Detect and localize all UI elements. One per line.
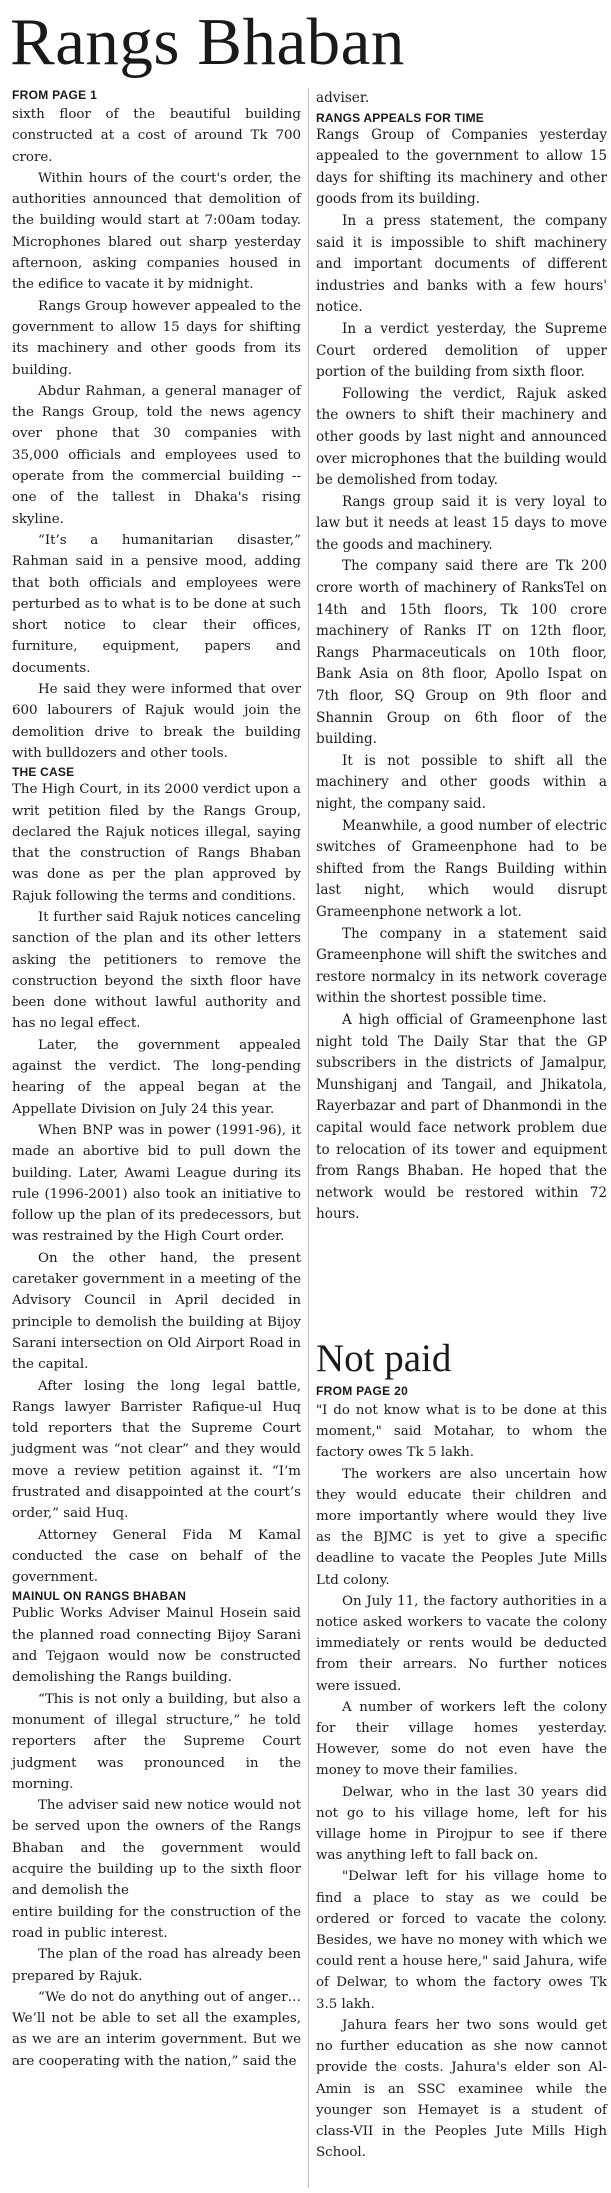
paragraph: The company in a statement said Grameenphone will shift the switches and restore normalcy in its network coverage within the shortest possible time.	[316, 925, 607, 1007]
paragraph: A high official of Grameenphone last night told The Daily Star that the GP subscribers in the districts of Jamalpur, Munshiganj and Tangail, and Jhikatola, Rayerbazar and part of Dhanmondi in the capital would face network problem due to relocation of its tower and equipment from Rangs Bhaban. He hoped that the network would be restored within 72 hours.	[316, 1011, 607, 1223]
headline: Rangs Bhaban	[10, 5, 405, 79]
paragraph: It further said Rajuk notices canceling sanction of the plan and its other letters asking the petitioners to remove the construction beyond the sixth floor have been done without lawful authority and has no legal effect.	[12, 909, 301, 1032]
paragraph: Abdur Rahman, a general manager of the Rangs Group, told the news agency over phone that 30 companies with 35,000 officials and employees used to operate from the commercial building --one of the tallest in Dhaka's rising skyline.	[12, 383, 301, 527]
paragraph: A number of workers left the colony for their village homes yesterday. However, some do not even have the money to move their families.	[316, 1699, 607, 1779]
paragraph: It is not possible to shift all the machinery and other goods within a night, the company said.	[316, 752, 607, 812]
paragraph: He said they were informed that over 600 labourers of Rajuk would join the demolition drive to break the building with bulldozers and other tools.	[12, 682, 301, 761]
paragraph: The adviser said new notice would not be served upon the owners of the Rangs Bhaban and the government would acquire the building up to the sixth floor and demolish the	[12, 1798, 301, 1899]
paragraph: "I do not know what is to be done at this moment," said Motahar, to whom the factory owes Tk 5 lakh.	[316, 1403, 607, 1461]
paragraph: Rangs Group however appealed to the government to allow 15 days for shifting its machinery and other goods from its building.	[12, 298, 301, 378]
not-paid-story	[316, 1336, 607, 2163]
paragraph: Within hours of the court's order, the authorities announced that demolition of the building would start at 7:00am today. Microphones blared out sharp yesterday afternoon, asking companies housed in the edifice to vacate it by midnight.	[12, 170, 301, 293]
paragraph: "Delwar left for his village home to find a place to stay as we could be ordered or forced to vacate the colony. Besides, we have no money with which we could rent a house here," said Jahura, wife of Delwar, to whom the factory owes Tk 3.5 lakh.	[316, 1869, 607, 2012]
paragraph: Jahura fears her two sons would get no further education as she now cannot provide the costs. Jahura's elder son Al-Amin is an SSC examinee while the younger son Hemayet is a student of class-VII in the Peoples Jute Mills High School.	[316, 2017, 607, 2161]
paragraph: After losing the long legal battle, Rangs lawyer Barrister Rafique-ul Huq told reporters that the Supreme Court judgment was “not clear” and they would move a review petition against it. “I’m frustrated and disappointed at the court’s order,” said Huq.	[12, 1378, 301, 1522]
paragraph: The plan of the road has already been prepared by Rajuk.	[12, 1947, 301, 1984]
paragraph: “We do not do anything out of anger… We’ll not be able to set all the examples, as we are an interim government. But we are cooperating with the nation,” said the	[12, 1989, 301, 2069]
story-body	[316, 1400, 607, 2163]
paragraph: When BNP was in power (1991-96), it made an abortive bid to pull down the building. Later, Awami League during its rule (1996-2001) also took an initiative to follow up the plan of its predecessors, but was restrained by the High Court order.	[12, 1122, 301, 1245]
paragraph: In a verdict yesterday, the Supreme Court ordered demolition of upper portion of the building from sixth floor.	[316, 320, 607, 381]
paragraph: Meanwhile, a good number of electric switches of Grameenphone had to be shifted from the Rangs Building within last night, which would disrupt Grameenphone network a lot.	[316, 817, 607, 920]
story-body	[12, 104, 301, 2072]
paragraph: entire building for the construction of the road in public interest.	[12, 1904, 301, 1941]
paragraph: “This is not only a building, but also a monument of illegal structure,” he told reporters after the Supreme Court judgment was pronounced in the morning.	[12, 1691, 301, 1792]
story-column-left	[12, 88, 301, 2072]
paragraph: sixth floor of the beautiful building constructed at a cost of around Tk 700 crore.	[12, 107, 301, 165]
paragraph: The company said there are Tk 200 crore worth of machinery of RanksTel on 14th and 15th floors, Tk 100 crore machinery of Ranks IT on 12th floor, Rangs Pharmaceuticals on 10th floor, Bank Asia on 8th floor, Apollo Ispat on 7th floor, SQ Group on 9th floor and Shannin Group on 6th floor of the building.	[316, 558, 607, 748]
not-paid-headline: Not paid	[316, 1337, 452, 1380]
column-divider	[308, 88, 309, 2188]
paragraph: Public Works Adviser Mainul Hosein said the planned road connecting Bijoy Sarani and Tejgaon would now be constructed demolishing the Rangs building.	[12, 1606, 301, 1686]
paragraph: Rangs group said it is very loyal to law but it needs at least 15 days to move the goods and machinery.	[316, 493, 607, 553]
paragraph: On July 11, the factory authorities in a notice asked workers to vacate the colony immediately or rents would be deducted from their arrears. No further notices were issued.	[316, 1593, 607, 1694]
paragraph: “It’s a humanitarian disaster,” Rahman said in a pensive mood, adding that both officials and employees were perturbed as to what is to be done at such short notice to clear their offices, furniture, equipment, papers and documents.	[12, 532, 301, 676]
subheading: MAINUL ON RANGS BHABAN	[12, 1589, 187, 1604]
paragraph: On the other hand, the present caretaker government in a meeting of the Advisory Council in April decided in principle to demolish the building at Bijoy Sarani intersection on Old Airport Road in the capital.	[12, 1250, 301, 1373]
paragraph: The workers are also uncertain how they would educate their children and more importantly where would they live as the BJMC is yet to give a specific deadline to vacate the Peoples Jute Mills Ltd colony.	[316, 1466, 607, 1588]
jump-line: FROM PAGE 1	[12, 88, 98, 102]
paragraph: Rangs Group of Companies yesterday appealed to the government to allow 15 days for shifting its machinery and other goods from its building.	[316, 126, 607, 208]
story-column-right	[316, 88, 607, 1226]
paragraph: In a press statement, the company said it is impossible to shift machinery and important documents of different industries and banks with a few hours' notice.	[316, 212, 607, 316]
paragraph: The High Court, in its 2000 verdict upon a writ petition filed by the Rangs Group, declared the Rajuk notices illegal, saying that the construction of Rangs Bhaban was done as per the plan approved by Rajuk following the terms and conditions.	[12, 782, 301, 904]
paragraph: adviser.	[316, 90, 370, 106]
paragraph: Later, the government appealed against the verdict. The long-pending hearing of the appeal began at the Appellate Division on July 24 this year.	[12, 1037, 301, 1117]
subheading: RANGS APPEALS FOR TIME	[316, 110, 484, 125]
paragraph: Attorney General Fida M Kamal conducted the case on behalf of the government.	[12, 1527, 301, 1586]
jump-line: FROM PAGE 20	[316, 1384, 409, 1398]
paragraph: Following the verdict, Rajuk asked the owners to shift their machinery and other goods by last night and announced over microphones that the building would be demolished from today.	[316, 385, 607, 489]
subheading: THE CASE	[12, 765, 75, 780]
paragraph: Delwar, who in the last 30 years did not go to his village home, left for his village home in Pirojpur to see if there was anything left to fall back on.	[316, 1784, 607, 1864]
story-body	[316, 88, 607, 1226]
